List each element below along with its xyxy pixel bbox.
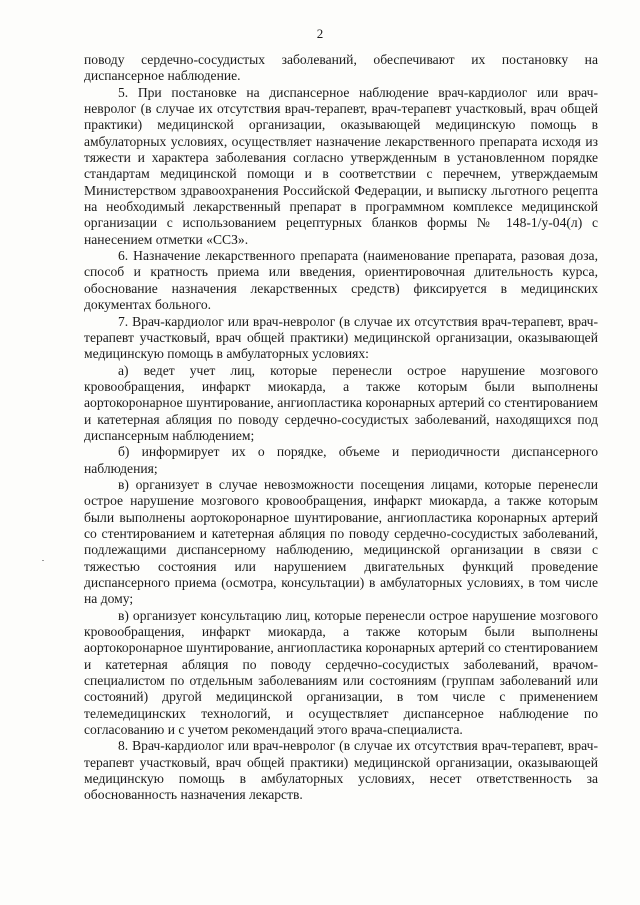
paragraph-7: 7. Врач-кардиолог или врач-невролог (в случае их отсутствия врач-терапевт, врач-терапевт участковый, врач общей практики) медицинской организации, оказывающей медицинскую помощь в амбулаторных условиях: (84, 313, 598, 362)
paragraph-7-a: а) ведет учет лиц, которые перенесли острое нарушение мозгового кровообращения, инфаркт миокарда, а также которым были выполнены аортокоронарное шунтирование, ангиопластика коронарных артерий со стентированием и катетерная абляция по поводу сердечно-сосудистых заболеваний, находящихся под диспансерным наблюдением; (84, 362, 598, 443)
paragraph-7-b: б) информирует их о порядке, объеме и периодичности диспансерного наблюдения; (84, 444, 598, 476)
paragraph-7-v-second: в) организует консультацию лиц, которые перенесли острое нарушение мозгового кровообращения, инфаркт миокарда, а также которым были выполнены аортокоронарное шунтирование, ангиопластика коронарных артерий со стентированием и катетерная абляция по поводу сердечно-сосудистых заболеваний, врачом-специалистом по отдельным заболеваниям или состояниям (группам заболеваний или состояний) другой медицинской организации, в том числе с применением телемедицинских технологий, и осуществляет диспансерное наблюдение по согласованию и с учетом рекомендаций этого врача-специалиста. (84, 607, 598, 738)
paragraph-7-v: в) организует в случае невозможности посещения лицами, которые перенесли острое нарушение мозгового кровообращения, инфаркт миокарда, а также которым были выполнены аортокоронарное шунтирование, ангиопластика коронарных артерий со стентированием и катетерная абляция по поводу сердечно-сосудистых заболеваний, подлежащими диспансерному наблюдению, медицинской организации в связи с тяжестью состояния или нарушением двигательных функций проведение диспансерного приема (осмотра, консультации) в амбулаторных условиях, в том числе на дому; (84, 476, 598, 607)
paragraph-6: 6. Назначение лекарственного препарата (наименование препарата, разовая доза, способ и кратность приема или введения, ориентировочная длительность курса, обоснование назначения лекарственных средств) фиксируется в медицинских документах больного. (84, 248, 598, 313)
paragraph-8: 8. Врач-кардиолог или врач-невролог (в случае их отсутствия врач-терапевт, врач-терапевт участковый, врач общей практики) медицинской организации, оказывающей медицинскую помощь в амбулаторных условиях, несет ответственность за обоснованность назначения лекарств. (84, 738, 598, 803)
paragraph-5: 5. При постановке на диспансерное наблюдение врач-кардиолог или врач-невролог (в случае их отсутствия врач-терапевт, врач-терапевт участковый, врач общей практики) медицинской организации, оказывающей медицинскую помощь в амбулаторных условиях, осуществляет назначение лекарственного препарата исходя из тяжести и характера заболевания согласно утвержденным в установленном порядке стандартам медицинской помощи и в соответствии с перечнем, утверждаемым Министерством здравоохранения Российской Федерации, и выписку льготного рецепта на необходимый лекарственный препарат в программном комплексе медицинской организации с использованием рецептурных бланков формы № 148-1/у-04(л) с нанесением отметки «ССЗ». (84, 84, 598, 247)
paragraph-continuation: поводу сердечно-сосудистых заболеваний, обеспечивают их постановку на диспансерное наблюдение. (84, 52, 598, 84)
page-number: 2 (316, 26, 324, 41)
document-body (84, 52, 598, 804)
scan-mark (42, 560, 44, 561)
